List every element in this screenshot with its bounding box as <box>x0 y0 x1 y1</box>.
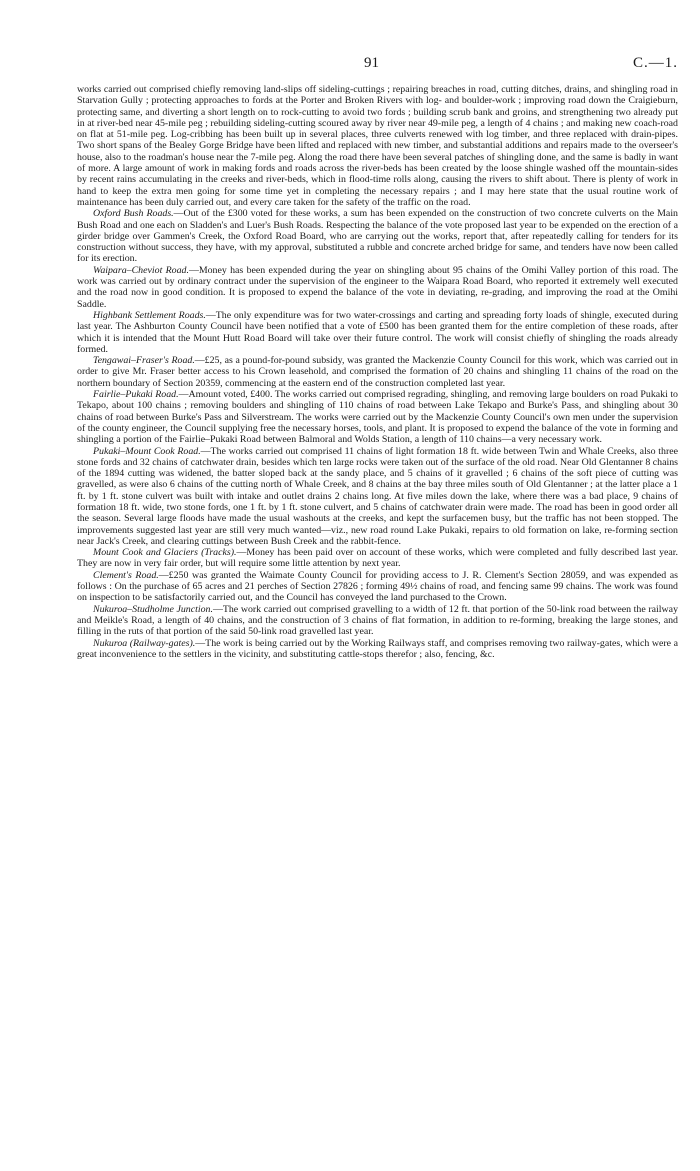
paragraph-text: —Money has been expended during the year on shingling about 95 chains of the Omihi Valley portion of this road. The work was carried out by ordinary contract under the supervision of the engineer to the Waipara Road Board, who reported it extremely well executed and the road now in good condition. It is proposed to expend the balance of the vote in deviating, re-grading, and improving the road at the Omihi Saddle. <box>77 264 678 310</box>
paragraph <box>77 208 678 264</box>
paragraph-text: —Money has been paid over on account of these works, which were completed and fully described last year. They are now in very fair order, but will require some little attention by next year. <box>77 547 678 570</box>
paragraph <box>77 389 678 445</box>
paragraph-text: —The only expenditure was for two water-crossings and carting and spreading forty loads of shingle, executed during last year. The Ashburton County Council have been notified that a vote of £500 has been granted them for the entire completion of these roads, after which it is intended that the Mount Hutt Road Board will take over their future control. The work will consist chiefly of shingling the roads already formed. <box>77 309 679 355</box>
paragraph-text: —Out of the £300 voted for these works, a sum has been expended on the construction of two concrete culverts on the Main Bush Road and one each on Sladden's and Luer's Bush Roads. Respecting the balance of the vote proposed last year to be expended on the erection of a girder bridge over Gammen's Creek, the Oxford Road Board, who are carrying out the works, report that, after repeatedly calling for tenders for its construction without success, they have, with my approval, substituted a rubble and concrete arched bridge for same, and tenders have now been called for its erection. <box>77 208 678 265</box>
section-heading: Fairlie–Pukaki Road. <box>93 389 179 401</box>
paragraph-text: —£250 was granted the Waimate County Council for providing access to J. R. Clement's Section 28059, and was expended as follows : On the purchase of 65 acres and 21 perches of Section 27826 ; forming 49½ chains of road, and fencing same 99 chains. The work was found on inspection to be satisfactorily carried out, and the Council has conveyed the land purchased to the Crown. <box>77 569 678 604</box>
paragraph <box>77 547 678 570</box>
section-heading: Waipara–Cheviot Road. <box>93 264 189 276</box>
paragraph <box>77 446 678 548</box>
document-reference: C.—1. <box>632 55 678 71</box>
paragraph-text: works carried out comprised chiefly removing land-slips off sideling-cuttings ; repairing breaches in road, cutting ditches, drains, and shingling road in Starvation Gully ; protecting approaches to fords at the Porter and Broken Rivers with log- and boulder-work ; improving road down the Craigieburn, protecting same, and diverting a short length on to rock-cutting to avoid two fords ; building scrub bank and groins, and strengthening two already put in at river-bed near 45-mile peg ; rebuilding sideling-cutting scoured away by river near 49-mile peg, a length of 4 chains ; and making new coach-road on flat at 51-mile peg. Log-cribbing has been built up in several places, three culverts renewed with log timber, and three replaced with drain-pipes. Two short spans of the Bealey Gorge Bridge have been lifted and replaced with new timber, and substantial additions and repairs made to the overseer's house, also to the roadman's house near the 7-mile peg. Along the road there have been several patches of shingling done, and the same is badly in want of more. A large amount of work in making fords and roads across the river-beds has been created by the loose shingle washed off the mountain-sides by recent rains accumulating in the creeks and river-beds, which in flood-time rolls along, causing the rivers to shift about. There is plenty of work in hand to keep the extra men going for some time yet in completing the necessary repairs ; and I may here state that the usual routine work of maintenance has been duly carried out, and every care taken for the safety of the traffic on the road. <box>77 84 678 208</box>
section-heading: Tengawai–Fraser's Road. <box>93 355 195 367</box>
document-body <box>77 84 678 660</box>
section-heading: Pukaki–Mount Cook Road. <box>93 445 201 457</box>
paragraph <box>77 570 678 604</box>
paragraph-text: —The works carried out comprised 11 chains of light formation 18 ft. wide between Twin and Whale Creeks, also three stone fords and 32 chains of catchwater drain, besides which ten large rocks were taken out of the surface of the old road. Near Old Glentanner 8 chains of the 1894 cutting was widened, the batter sloped back at the sandy place, and 5 chains of it gravelled ; 6 chains of the soft piece of cutting was gravelled, as were also 6 chains of the cutting north of Whale Creek, and 8 chains at the bay three miles south of Old Glentanner ; at the latter place a 1 ft. by 1 ft. stone culvert was built with intake and outlet drains 2 chains long. At five miles down the lake, where there was a bad place, 9 chains of formation 18 ft. wide, two stone fords, one 1 ft. by 1 ft. stone culvert, and 5 chains of catchwater drain were made. The road has been in good order all the season. Several large floods have made the usual washouts at the creeks, and kept the surfacemen busy, but the traffic has not been stopped. The improvements suggested last year are still very much wanted—viz., new road round Lake Pukaki, repairs to old formation on lake, re-forming section near Jack's Creek, and clearing cuttings between Bush Creek and the rabbit-fence. <box>77 445 679 547</box>
section-heading: Highbank Settlement Roads. <box>93 309 206 321</box>
section-heading: Mount Cook and Glaciers (Tracks). <box>93 547 237 559</box>
paragraph <box>77 604 678 638</box>
paragraph <box>77 355 678 389</box>
paragraph <box>77 84 678 208</box>
paragraph-text: —Amount voted, £400. The works carried out comprised regrading, shingling, and removing large boulders on road Pukaki to Tekapo, about 100 chains ; removing boulders and shingling of 110 chains of road between Lake Tekapo and Burke's Pass, and shingling about 30 chains of road between Burke's Pass and Silverstream. The works were carried out by the Mackenzie County Council's own men under the supervision of the county engineer, the Council supplying free the necessary horses, tools, and plant. It is proposed to expend the balance of the vote in forming and shingling a portion of the Fairlie–Pukaki Road between Balmoral and Wolds Station, a length of 110 chains—a very necessary work. <box>77 389 678 446</box>
paragraph-text: —The work is being carried out by the Working Railways staff, and comprises removing two railway-gates, which were a great inconvenience to the settlers in the vicinity, and substituting cattle-stops therefor ; also, fencing, &c. <box>77 637 678 660</box>
section-heading: Clement's Road. <box>93 569 159 581</box>
paragraph-text: —The work carried out comprised gravelling to a width of 12 ft. that portion of the 50-link road between the railway and Meikle's Road, a length of 40 chains, and the construction of 3 chains of flat formation, in addition to re-forming, breaking the large stones, and filling in the ruts of that portion of the said 50-link road gravelled last year. <box>77 603 679 638</box>
paragraph-text: —£25, as a pound-for-pound subsidy, was granted the Mackenzie County Council for this work, which was carried out in order to give Mr. Fraser better access to his Crown leasehold, and comprised the formation of 20 chains and shingling 11 chains of the road on the northern boundary of Section 20359, commencing at the eastern end of the construction completed last year. <box>77 355 678 389</box>
paragraph <box>77 265 678 310</box>
section-heading: Nukuroa (Railway-gates). <box>93 637 196 649</box>
page-number: 91 <box>364 55 379 71</box>
paragraph <box>77 310 678 355</box>
page-header <box>77 0 678 84</box>
section-heading: Nukuroa–Studholme Junction. <box>93 603 213 615</box>
section-heading: Oxford Bush Roads. <box>93 208 174 220</box>
paragraph <box>77 638 678 661</box>
